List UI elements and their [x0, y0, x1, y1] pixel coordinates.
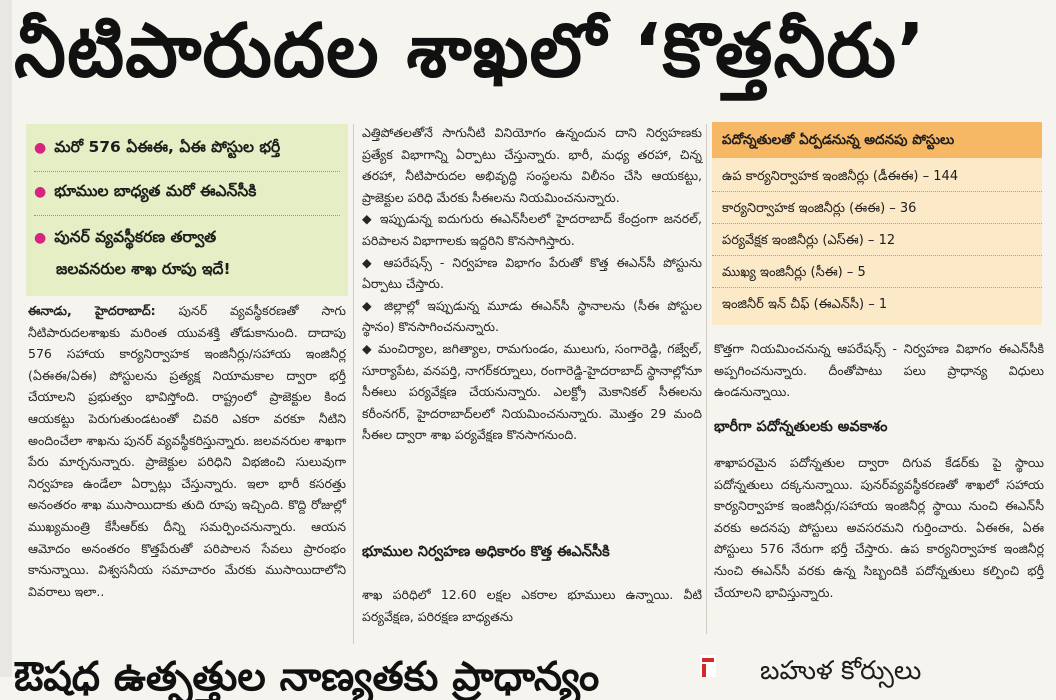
bullet-paragraph: ◆ మంచిర్యాల, జగిత్యాల, రామగుండం, ములుగు, సంగారెడ్డి, గజ్వేల్, సూర్యాపేట, వనపర్తి, నాగర్‌కర్నూలు, రంగారెడ్డి-హైదరాబాద్ స్థానాల్లోనూ సీఈలు పర్యవేక్షణ చేయనున్నారు. ఎలక్ట్రో మెకానికల్ సీఈలను కరీంనగర్, హైదరాబాద్‌లలో నియమించనున్నారు. మొత్తం 29 మంది సీఈల ద్వారా శాఖ పర్యవేక్షణ కొనసాగనుంది.: [362, 340, 702, 443]
additional-posts-box: [712, 122, 1042, 325]
post-row: కార్యనిర్వాహక ఇంజినీర్లు (ఈఈ) – 36: [712, 194, 1042, 224]
paragraph: ఎత్తిపోతలతోనే సాగునీటి వినియోగం ఉన్నందున దాని నిర్వహణకు ప్రత్యేక విభాగాన్ని ఏర్పాటు చేస్తున్నారు. భారీ, మధ్య తరహా, చిన్న తరహా, నీటిపారుదల అభివృద్ధి సంస్థలను విలీనం చేసి ఆయకట్టు, ప్రాజెక్టుల పరిధి మేరకు సీఈలను నియమించనున్నారు.: [362, 125, 702, 205]
post-row: ముఖ్య ఇంజినీర్లు (సీఈ) – 5: [712, 258, 1042, 288]
column-3-body: శాఖాపరమైన పదోన్నతుల ద్వారా దిగువ కేడర్‌కు పై స్థాయి పదోన్నతులు దక్కనున్నాయి. పునర్‌వ్యవస్థీకరణతో శాఖలో సహాయ కార్యనిర్వాహక ఇంజినీర్లు/సహాయ ఇంజినీర్ల స్థాయి నుంచి ఈఎన్‌సీ వరకు అదనపు పోస్టులు అవసరమని గుర్తించారు. ఏఈఈ, ఏఈ పోస్టులు 576 నేరుగా భర్తీ చేస్తారు. ఉప కార్యనిర్వాహక ఇంజినీర్ల నుంచి ఈఎన్‌సీ వరకు ఉన్న సిబ్బందికి పదోన్నతులు కల్పించి భర్తీ చేయాలని భావిస్తున్నారు.: [714, 455, 1044, 600]
section-logo-icon: [700, 655, 716, 677]
subheading: భూముల నిర్వహణ అధికారం కొత్త ఈఎన్‌సీకి: [362, 544, 610, 560]
highlight-item: ● మరో 576 ఏఈఈ, ఏఈ పోస్టుల భర్తీ: [34, 138, 281, 156]
column-2-text: [362, 122, 702, 540]
next-article-title: బహుళ కోర్సులు: [760, 656, 922, 686]
bullet-icon: ●: [34, 230, 47, 246]
subheading: భారీగా పదోన్నతులకు అవకాశం: [714, 419, 888, 435]
highlights-box: [26, 124, 348, 296]
next-headline: ఔషధ ఉత్పత్తుల నాణ్యతకు ప్రాధాన్యం: [14, 654, 600, 700]
bullet-icon: ●: [34, 140, 47, 156]
column-divider: [353, 124, 354, 644]
column-1-body: పునర్ వ్యవస్థీకరణతో సాగు నీటిపారుదలశాఖకు మరింత యువశక్తి తోడుకానుంది. దాదాపు 576 సహాయ కార్యనిర్వాహక ఇంజినీర్లు/సహాయ ఇంజినీర్ల (ఏఈఈ/ఏఈ) పోస్టులను ప్రత్యక్ష నియామకాల ద్వారా భర్తీ చేయాలని ప్రభుత్వం భావిస్తోంది. రాష్ట్రంలో ప్రాజెక్టుల కింద ఆయకట్టు పెరుగుతుండటంతో చివరి ఎకరా వరకూ నీటిని అందించేలా శాఖను పునర్ వ్యవస్థీకరిస్తున్నారు. జలవనరుల శాఖగా పేరు మార్చనున్నారు. ప్రాజెక్టుల పరిధిని విభజించి సులువుగా నిర్వహణ ఉండేలా ఏర్పాట్లు చేస్తున్నారు. ఇలా భారీ కసరత్తు అనంతరం శాఖ ముసాయిదాకు తుది రూపు ఇచ్చింది. కొద్ది రోజుల్లో ముఖ్యమంత్రి కేసీఆర్‌కు దీన్ని సమర్పించనున్నారు. ఆయన ఆమోదం అనంతరం కొత్తపేరుతో పరిపాలన సేవలు ప్రారంభం కానున్నాయి. విశ్వసనీయ సమాచారం మేరకు ముసాయిదాలోని వివరాలు ఇలా..: [28, 303, 346, 599]
column-2-tail: శాఖ పరిధిలో 12.60 లక్షల ఎకరాల భూములు ఉన్నాయి. వీటి పర్యవేక్షణ, పరిరక్షణ బాధ్యతను: [362, 587, 702, 624]
headline: నీటిపారుదల శాఖలో ‘కొత్తనీరు’: [14, 8, 927, 94]
bullet-icon: ●: [34, 184, 47, 200]
column-3-intro: కొత్తగా నియమించనున్న ఆపరేషన్స్ - నిర్వహణ విభాగం ఈఎన్‌సీకి అప్పగించనున్నారు. దీంతోపాటు పలు ప్రాధాన్య విధులు ఉండనున్నాయి.: [714, 341, 1044, 400]
posts-box-title: పదోన్నతులతో ఏర్పడనున్న అదనపు పోస్టులు: [712, 122, 1042, 158]
page-edge: [0, 0, 12, 677]
post-row: ఇంజినీర్ ఇన్ చీఫ్ (ఈఎన్‌సీ) – 1: [722, 297, 888, 312]
bullet-paragraph: ◆ ఆపరేషన్స్ - నిర్వహణ విభాగం పేరుతో కొత్త ఈఎన్‌సీ పోస్టును ఏర్పాటు చేస్తారు.: [362, 254, 702, 292]
divider: [34, 171, 340, 172]
dateline: ఈనాడు, హైదరాబాద్:: [28, 303, 156, 318]
column-divider: [706, 124, 707, 634]
divider: [34, 215, 340, 216]
bullet-paragraph: ◆ జిల్లాల్లో ఇప్పుడున్న మూడు ఈఎన్‌సీ స్థానాలను (సీఈ పోస్టుల స్థానం) కొనసాగించనున్నారు.: [362, 297, 702, 335]
highlight-item: ● భూముల బాధ్యత మరో ఈఎన్‌సీకి: [34, 182, 257, 200]
highlight-item-continued: జలవనరుల శాఖ రూపు ఇదే!: [56, 260, 231, 278]
highlight-item: ● పునర్ వ్యవస్థీకరణ తర్వాత: [34, 228, 217, 246]
column-1-text: [28, 300, 346, 636]
bullet-paragraph: ◆ ఇప్పుడున్న ఐదుగురు ఈఎన్‌సీలలో హైదరాబాద్ కేంద్రంగా జనరల్, పరిపాలన విభాగాలకు ఇద్దరిని కొనసాగిస్తారు.: [362, 211, 702, 248]
post-row: ఉప కార్యనిర్వాహక ఇంజినీర్లు (డీఈఈ) – 144: [712, 162, 1042, 192]
post-row: పర్యవేక్షక ఇంజినీర్లు (ఎస్‌ఈ) – 12: [712, 226, 1042, 256]
